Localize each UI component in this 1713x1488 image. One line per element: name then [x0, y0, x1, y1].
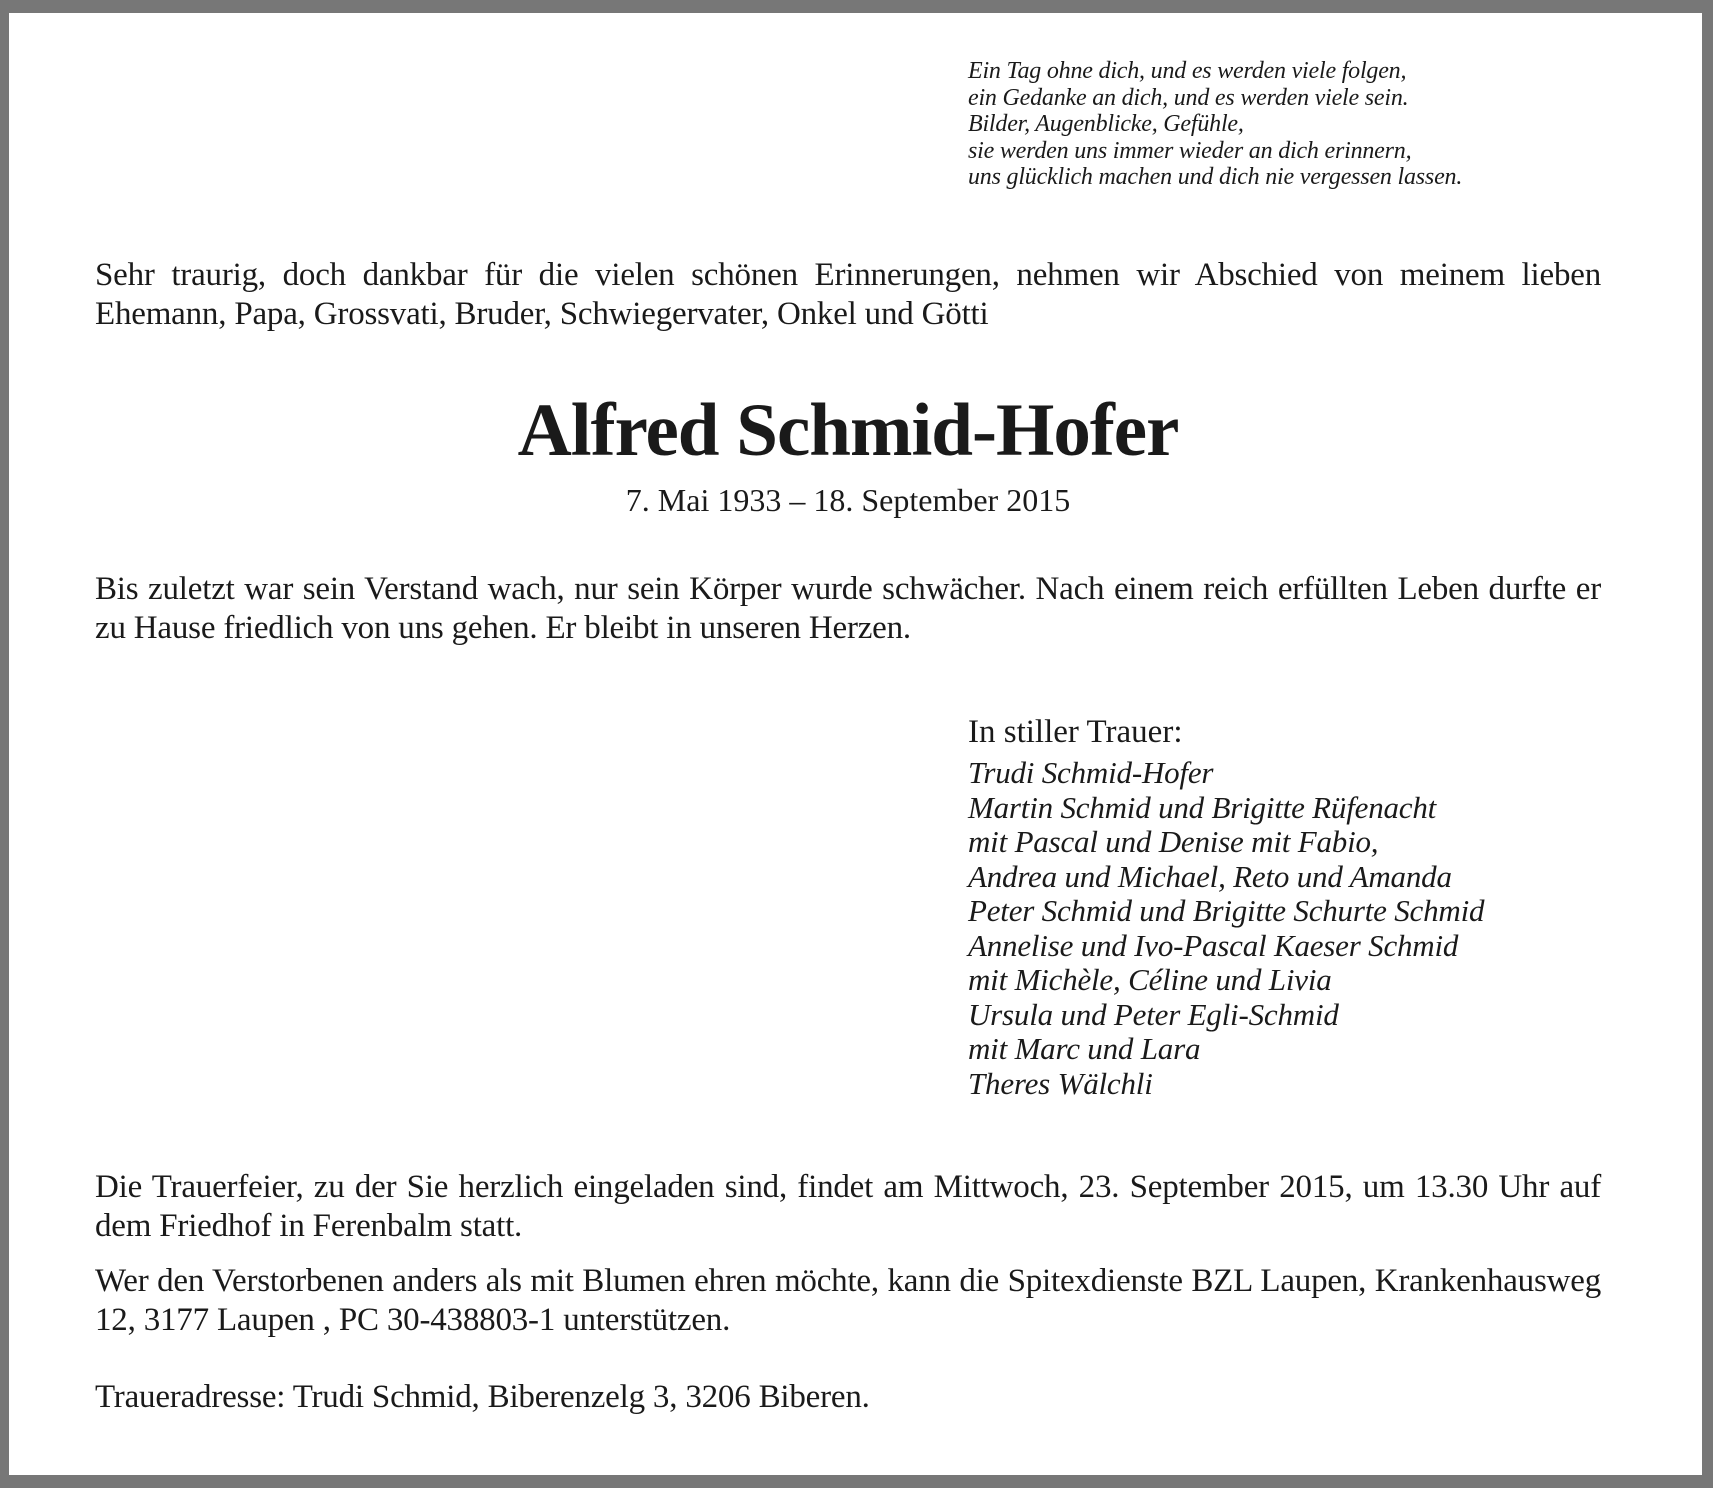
mourner-name: mit Pascal und Denise mit Fabio, [968, 824, 1379, 859]
mourner-name: Ursula und Peter Egli-Schmid [968, 996, 1339, 1032]
poem-line: Ein Tag ohne dich, und es werden viele folgen, [968, 58, 1407, 84]
donation-info: Wer den Verstorbenen anders als mit Blumen ehren möchte, kann die Spitexdienste BZL Laupen, Krankenhausweg 12, 3177 Laupen , PC 30-438803-1 unterstützen. [95, 1263, 1601, 1338]
mourner-name: Annelise und Ivo-Pascal Kaeser Schmid [968, 927, 1459, 963]
poem-line: Bilder, Augenblicke, Gefühle, [968, 111, 1244, 137]
obituary-text: Bis zuletzt war sein Verstand wach, nur sein Körper wurde schwächer. Nach einem reich erfüllten Leben durfte er zu Hause friedlich von uns gehen. Er bleibt in unseren Herzen. [95, 571, 1601, 646]
poem-line: sie werden uns immer wieder an dich erinnern, [968, 137, 1412, 164]
mourner-name: Theres Wälchli [968, 1065, 1153, 1101]
mourner-name: Andrea und Michael, Reto und Amanda [968, 858, 1452, 894]
mourner-name: Trudi Schmid-Hofer [968, 755, 1214, 790]
mourner-name: mit Michèle, Céline und Livia [968, 962, 1332, 997]
mourning-heading: In stiller Trauer: [968, 714, 1183, 750]
mourner-name: mit Marc und Lara [968, 1031, 1201, 1066]
mourning-address: Traueradresse: Trudi Schmid, Biberenzelg 3, 3206 Biberen. [95, 1379, 870, 1415]
poem-line: ein Gedanke an dich, und es werden viele sein. [968, 84, 1409, 111]
mourner-name: Peter Schmid und Brigitte Schurte Schmid [968, 893, 1485, 928]
mourner-name: Martin Schmid und Brigitte Rüfenacht [968, 789, 1437, 825]
intro-paragraph: Sehr traurig, doch dankbar für die vielen schönen Erinnerungen, nehmen wir Abschied von meinem lieben Ehemann, Papa, Grossvati, Bruder, Schwiegervater, Onkel und Götti [95, 257, 1601, 332]
mourners-list [968, 756, 1484, 1101]
condolence-poem [968, 58, 1462, 191]
funeral-info: Die Trauerfeier, zu der Sie herzlich eingeladen sind, findet am Mittwoch, 23. September 2015, um 13.30 Uhr auf dem Friedhof in Ferenbalm statt. [95, 1169, 1601, 1244]
poem-line: uns glücklich machen und dich nie vergessen lassen. [968, 164, 1463, 190]
life-dates: 7. Mai 1933 – 18. September 2015 [625, 482, 1071, 518]
mourning-block [968, 712, 1484, 1101]
deceased-name: Alfred Schmid-Hofer [517, 389, 1179, 472]
